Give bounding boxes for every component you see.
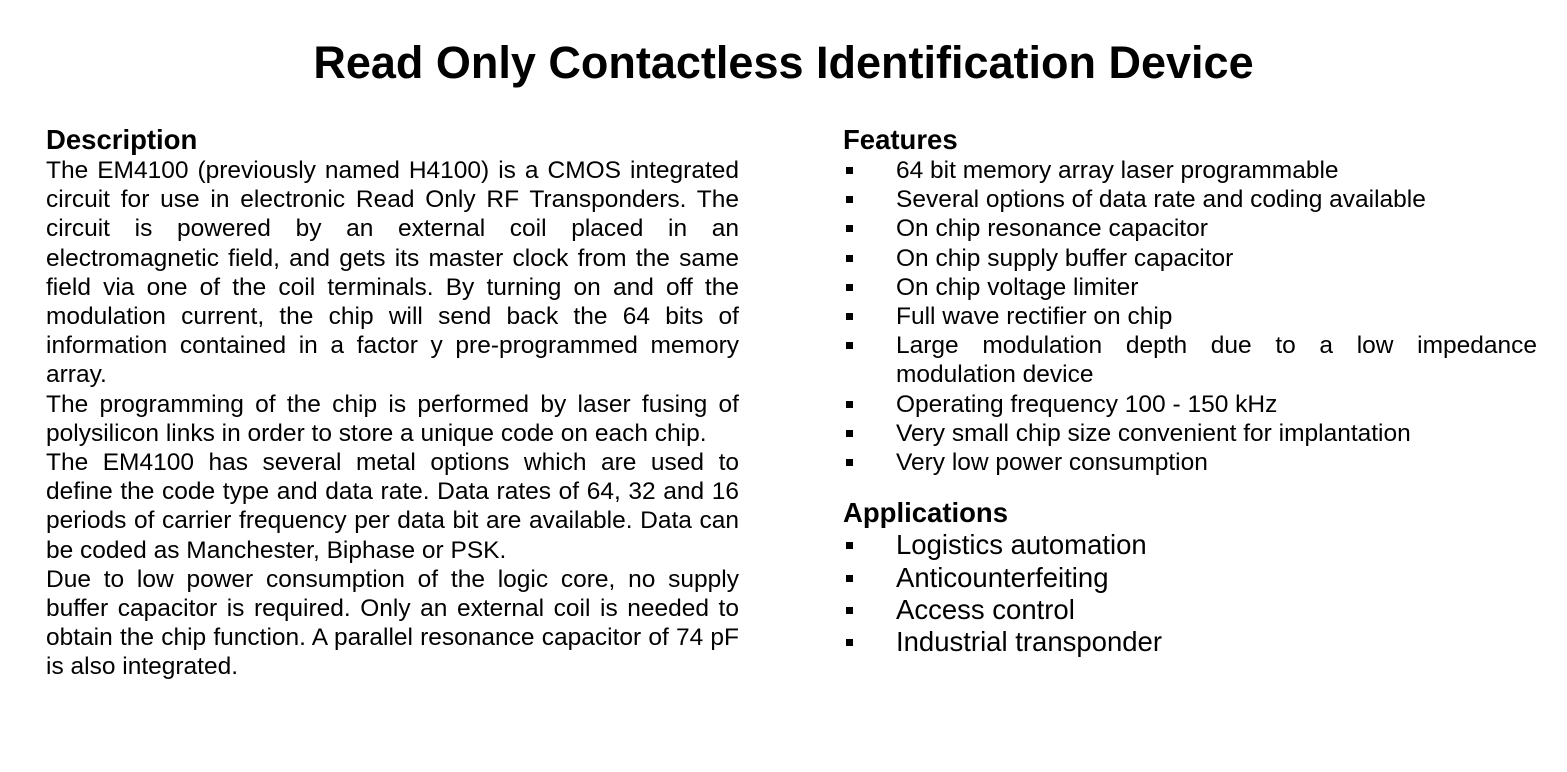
bullet-icon bbox=[846, 607, 853, 614]
bullet-icon bbox=[846, 167, 853, 174]
bullet-icon bbox=[846, 401, 853, 408]
feature-text: 64 bit memory array laser programmable bbox=[896, 157, 1339, 184]
feature-text: On chip voltage limiter bbox=[896, 273, 1139, 301]
feature-text: Very low power consumption bbox=[896, 449, 1208, 477]
application-text: Anticounterfeiting bbox=[896, 561, 1109, 593]
bullet-icon bbox=[846, 542, 853, 549]
description-paragraph: The EM4100 (previously named H4100) is a CMOS integrated circuit for use in electronic Read Only RF Transponders. The circuit is powered by an external coil placed in an electromagnetic field, and gets its master clock from the same field via one of the coil terminals. By turning on and off the modulation current, the chip will send back the 64 bits of information contained in a factor y pre-programmed memory array. bbox=[46, 157, 739, 389]
applications-list bbox=[843, 529, 1537, 659]
section-spacer bbox=[843, 477, 1537, 497]
feature-text: Operating frequency 100 - 150 kHz bbox=[896, 390, 1278, 418]
application-text: Access control bbox=[896, 594, 1075, 626]
feature-item bbox=[843, 448, 1537, 477]
application-item bbox=[843, 594, 1537, 626]
description-paragraph: Due to low power consumption of the logic core, no supply buffer capacitor is required. Only an external coil is needed to obtain the chip function. A parallel resonance capacitor of 74 pF is also integrated. bbox=[46, 565, 739, 681]
bullet-icon bbox=[846, 342, 853, 349]
application-item bbox=[843, 626, 1537, 658]
features-applications-column bbox=[843, 124, 1537, 659]
feature-text: Full wave rectifier on chip bbox=[896, 303, 1173, 331]
description-paragraph: The EM4100 has several metal options which are used to define the code type and data rate. Data rates of 64, 32 and 16 periods of carrier frequency per data bit are available. Data can be coded as Manchester, Biphase or PSK. bbox=[46, 449, 739, 564]
feature-item bbox=[843, 419, 1537, 448]
bullet-icon bbox=[846, 430, 853, 437]
bullet-icon bbox=[846, 639, 853, 646]
bullet-icon bbox=[846, 313, 853, 320]
application-item bbox=[843, 529, 1537, 561]
feature-item bbox=[843, 331, 1537, 389]
feature-item bbox=[843, 185, 1537, 214]
feature-text: Large modulation depth due to a low impedance modulation device bbox=[896, 332, 1537, 389]
application-item bbox=[843, 562, 1537, 594]
application-text: Logistics automation bbox=[896, 529, 1147, 561]
feature-text: Several options of data rate and coding available bbox=[896, 186, 1426, 214]
feature-text: On chip supply buffer capacitor bbox=[896, 244, 1234, 272]
feature-text: On chip resonance capacitor bbox=[896, 215, 1208, 243]
features-list bbox=[843, 156, 1537, 477]
applications-heading: Applications bbox=[843, 497, 1009, 529]
bullet-icon bbox=[846, 284, 853, 291]
feature-item bbox=[843, 302, 1537, 331]
bullet-icon bbox=[846, 196, 853, 203]
features-heading: Features bbox=[843, 124, 958, 155]
feature-item bbox=[843, 273, 1537, 302]
description-heading: Description bbox=[46, 124, 198, 155]
feature-item bbox=[843, 390, 1537, 419]
description-section bbox=[46, 124, 739, 682]
description-paragraph: The programming of the chip is performed by laser fusing of polysilicon links in order to store a unique code on each chip. bbox=[46, 390, 739, 447]
bullet-icon bbox=[846, 255, 853, 262]
feature-item bbox=[843, 214, 1537, 243]
feature-item bbox=[843, 244, 1537, 273]
feature-text: Very small chip size convenient for implantation bbox=[896, 419, 1411, 447]
bullet-icon bbox=[846, 575, 853, 582]
application-text: Industrial transponder bbox=[896, 626, 1162, 658]
bullet-icon bbox=[846, 459, 853, 466]
bullet-icon bbox=[846, 225, 853, 232]
page-title: Read Only Contactless Identification Device bbox=[313, 37, 1254, 88]
feature-item bbox=[843, 156, 1537, 185]
